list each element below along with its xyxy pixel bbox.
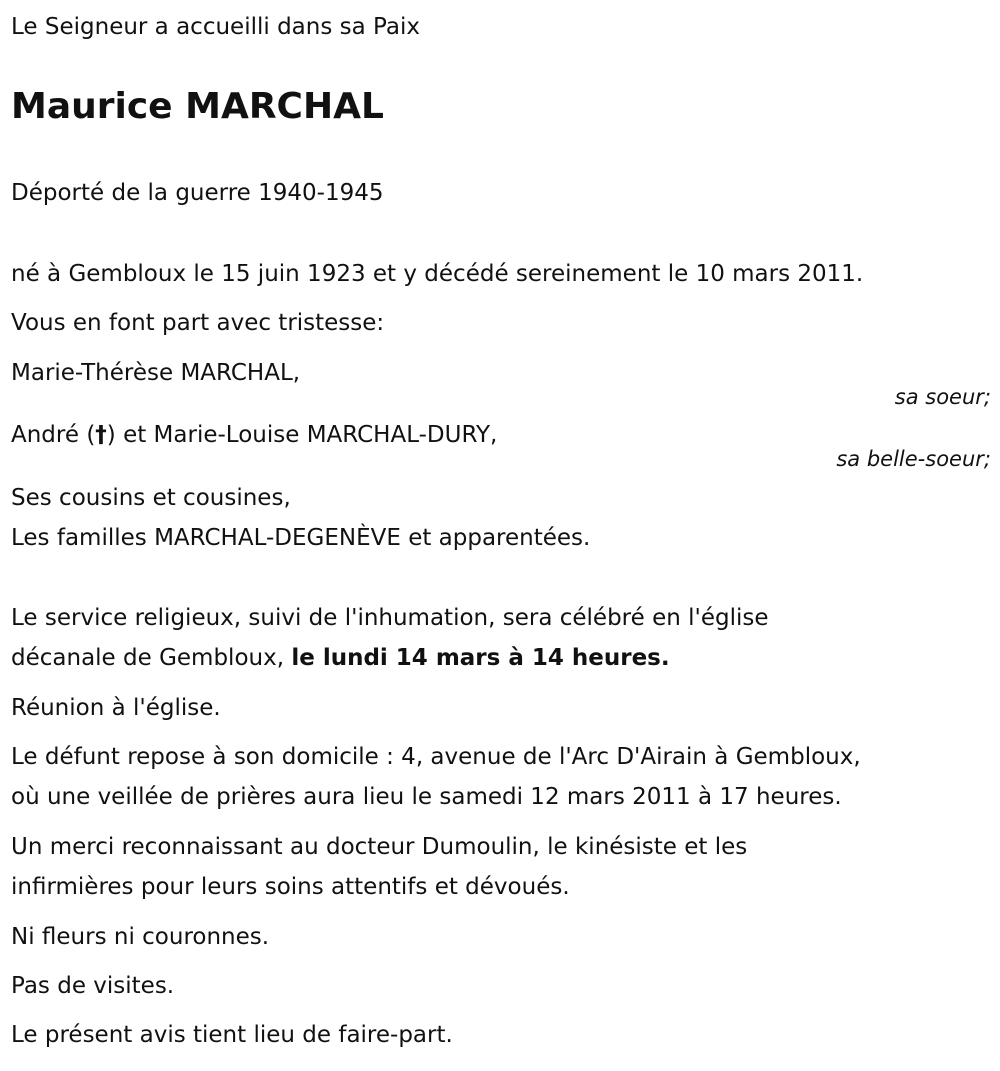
- service-line: décanale de Gembloux, le lundi 14 mars à 14 heures.: [11, 645, 670, 671]
- family-member-name: Marie-Thérèse MARCHAL,: [11, 360, 301, 386]
- relatives-line: Les familles MARCHAL-DEGENÈVE et apparentées.: [11, 525, 591, 551]
- thanks-info: [11, 827, 991, 907]
- family-member-relation: sa soeur;: [894, 385, 991, 409]
- deceased-name: Maurice MARCHAL: [11, 86, 384, 127]
- service-date: le lundi 14 mars à 14 heures.: [291, 645, 670, 671]
- family-member-relation: sa belle-soeur;: [836, 447, 991, 471]
- rest-line: où une veillée de prières aura lieu le samedi 12 mars 2011 à 17 heures.: [11, 784, 842, 810]
- no-flowers-line: Ni fleurs ni couronnes.: [11, 924, 270, 950]
- title-line: Déporté de la guerre 1940-1945: [11, 180, 384, 206]
- rest-info: [11, 737, 991, 817]
- family-member-1: [11, 353, 991, 413]
- service-line: Le service religieux, suivi de l'inhumation, sera célébré en l'église: [11, 605, 769, 631]
- announce-line: Vous en font part avec tristesse:: [11, 310, 385, 336]
- family-member-2: [11, 415, 991, 475]
- birth-death-line: né à Gembloux le 15 juin 1923 et y décédé sereinement le 10 mars 2011.: [11, 261, 864, 287]
- meeting-line: Réunion à l'église.: [11, 695, 221, 721]
- thanks-line: Un merci reconnaissant au docteur Dumoulin, le kinésiste et les: [11, 834, 748, 860]
- service-info: [11, 598, 991, 678]
- family-member-name: André (†) et Marie-Louise MARCHAL-DURY,: [11, 415, 991, 455]
- no-visits-line: Pas de visites.: [11, 973, 175, 999]
- intro-text: Le Seigneur a accueilli dans sa Paix: [11, 14, 420, 40]
- other-relatives: [11, 478, 991, 558]
- thanks-line: infirmières pour leurs soins attentifs et dévoués.: [11, 874, 570, 900]
- rest-line: Le défunt repose à son domicile : 4, avenue de l'Arc D'Airain à Gembloux,: [11, 744, 861, 770]
- relatives-line: Ses cousins et cousines,: [11, 485, 291, 511]
- cross-icon: †: [95, 422, 107, 448]
- notice-line: Le présent avis tient lieu de faire-part.: [11, 1022, 453, 1048]
